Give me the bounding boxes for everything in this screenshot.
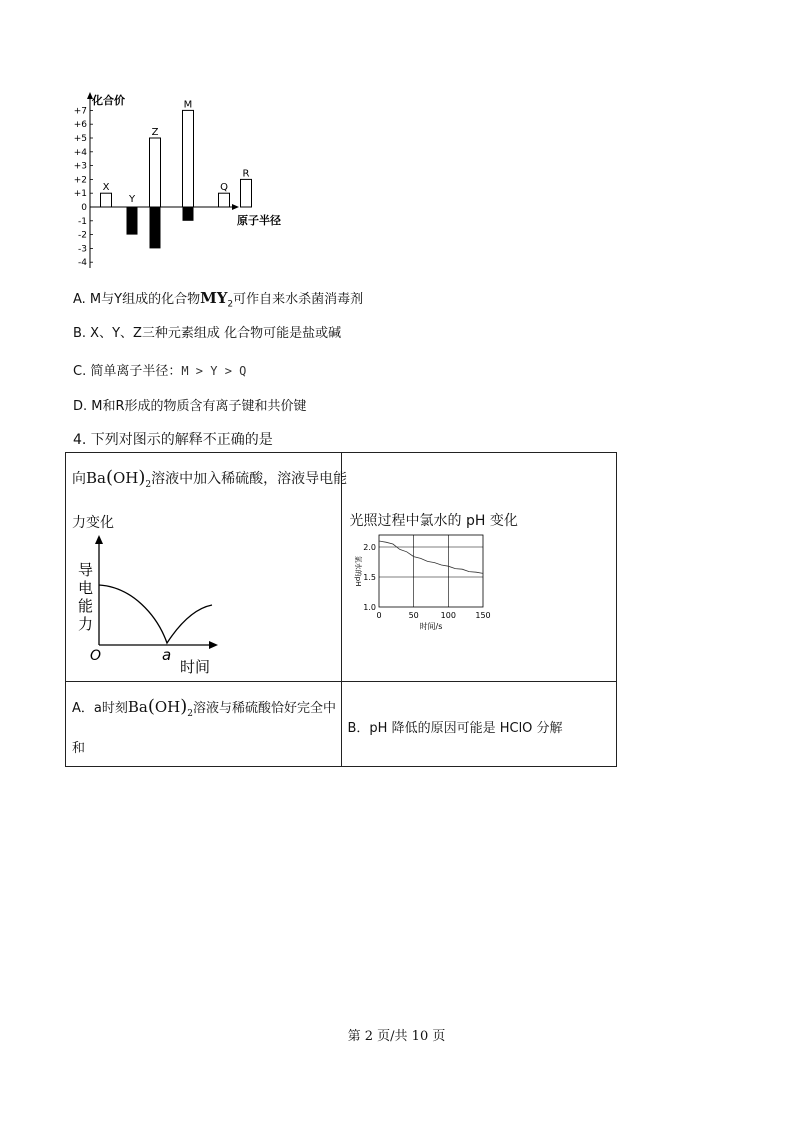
cond-x-arrow (209, 641, 218, 649)
valence-chart-xlabel: 原子半径 (237, 214, 281, 227)
cell3-line1: A．a时刻$Ba(OH)_2$溶液与稀硫酸恰好完全中 (72, 696, 337, 719)
cond-ylabel-2: 电 (78, 579, 94, 597)
y-tick-label: +2 (73, 175, 87, 186)
cond-curve (99, 585, 212, 643)
valence-chart-ylabel: 化合价 (92, 94, 125, 107)
cond-xlabel: 时间 (180, 658, 211, 675)
ph-ytick-1: 1.0 (362, 603, 376, 612)
cell-conductivity (66, 453, 348, 682)
option-a-post: 可作自来水杀菌消毒剂 (233, 292, 364, 307)
ph-ytick-2: 2.0 (362, 543, 376, 552)
cond-ylabel-3: 能 (78, 597, 94, 615)
cell1-oh: OH (113, 469, 139, 487)
cell3-pre: A．a时刻 (72, 701, 128, 716)
y-tick-label: +5 (73, 134, 87, 144)
ph-xtick-150: 150 (474, 611, 491, 620)
y-tick-label: +3 (73, 161, 87, 172)
option-c-pre: C. 简单离子半径： (73, 364, 182, 379)
y-tick-label: -2 (78, 230, 87, 241)
cell1-post: 溶液中加入稀硫酸，溶液导电能 (151, 471, 348, 487)
page-footer: 第 2 页/共 10 页 (347, 1029, 446, 1044)
y-tick-label: +4 (73, 147, 87, 158)
cell1-pre: 向 (72, 471, 86, 487)
option-d: D. M和R形成的物质含有离子键和共价键 (73, 399, 307, 414)
bar-positive-R (241, 179, 252, 207)
option-a-formula-sub: 2 (227, 299, 234, 310)
cell1-line2: 力变化 (72, 515, 114, 531)
y-tick-label: -4 (78, 258, 87, 269)
y-tick-label: +6 (73, 120, 87, 131)
cond-origin: O (90, 648, 102, 664)
cell-option-b (341, 682, 617, 767)
bar-positive-Z (150, 138, 161, 207)
option-c-expr: M > Y > Q (181, 364, 247, 378)
cell3-oh: OH (154, 698, 181, 716)
question-4: 4. 下列对图示的解释不正确的是 (73, 432, 273, 448)
y-tick-label: -3 (78, 244, 87, 255)
bar-label-Q: Q (220, 182, 228, 194)
cond-point-a: a (162, 646, 172, 664)
y-tick-label: -1 (78, 216, 87, 227)
option-a-formula: MY (200, 289, 228, 307)
cell1-sub: 2 (145, 479, 152, 490)
cond-y-arrow (95, 535, 103, 544)
bar-negative-Z (150, 207, 161, 248)
bar-negative-Y (127, 207, 138, 235)
ph-xtick-100: 100 (440, 611, 456, 620)
ph-graph (347, 531, 497, 637)
ph-xtick-50: 50 (408, 611, 419, 620)
cell-ph (341, 453, 617, 682)
y-tick-label: +1 (73, 189, 87, 200)
cell1-line1: 向$Ba(OH)_2$溶液中加入稀硫酸，溶液导电能 (72, 467, 348, 490)
cell3-ba: Ba (127, 698, 148, 716)
valence-chart (60, 88, 310, 273)
cell4-text: B．pH 降低的原因可能是 HClO 分解 (347, 721, 563, 736)
ph-xlabel: 时间/s (419, 622, 442, 631)
cell3-post: 溶液与稀硫酸恰好完全中 (193, 701, 337, 716)
bar-positive-Q (219, 193, 230, 207)
bar-label-X: X (102, 182, 110, 194)
cell1-ba: Ba (86, 469, 106, 487)
cond-ylabel-1: 导 (78, 561, 94, 579)
ph-ylabel: 氯水的pH (353, 555, 362, 587)
conductivity-graph (72, 535, 232, 675)
ph-curve (379, 541, 483, 573)
ph-ytick-1-5: 1.5 (362, 573, 376, 582)
y-tick-label: +7 (73, 106, 87, 117)
option-b: B. X、Y、Z三种元素组成 化合物可能是盐或碱 (73, 326, 342, 341)
bar-positive-M (183, 110, 194, 207)
bar-label-Y: Y (128, 194, 136, 205)
cell3-line2: 和 (72, 741, 86, 756)
x-axis-arrow (232, 204, 239, 210)
bar-label-R: R (242, 168, 250, 180)
option-a (73, 289, 363, 314)
option-c (73, 362, 246, 381)
option-a-pre: A. M与Y组成的化合物 (73, 292, 201, 307)
bar-negative-M (183, 207, 194, 221)
answer-table (65, 452, 617, 767)
cell3-sub: 2 (187, 708, 194, 719)
ph-xtick-0: 0 (375, 611, 382, 620)
bar-positive-X (101, 193, 112, 207)
y-tick-label: 0 (81, 203, 87, 213)
cell2-title: 光照过程中氯水的 pH 变化 (349, 513, 518, 529)
cell-option-a (66, 682, 342, 767)
bar-label-M: M (183, 99, 193, 111)
bar-label-Z: Z (151, 127, 159, 138)
cond-ylabel-4: 力 (78, 615, 94, 633)
